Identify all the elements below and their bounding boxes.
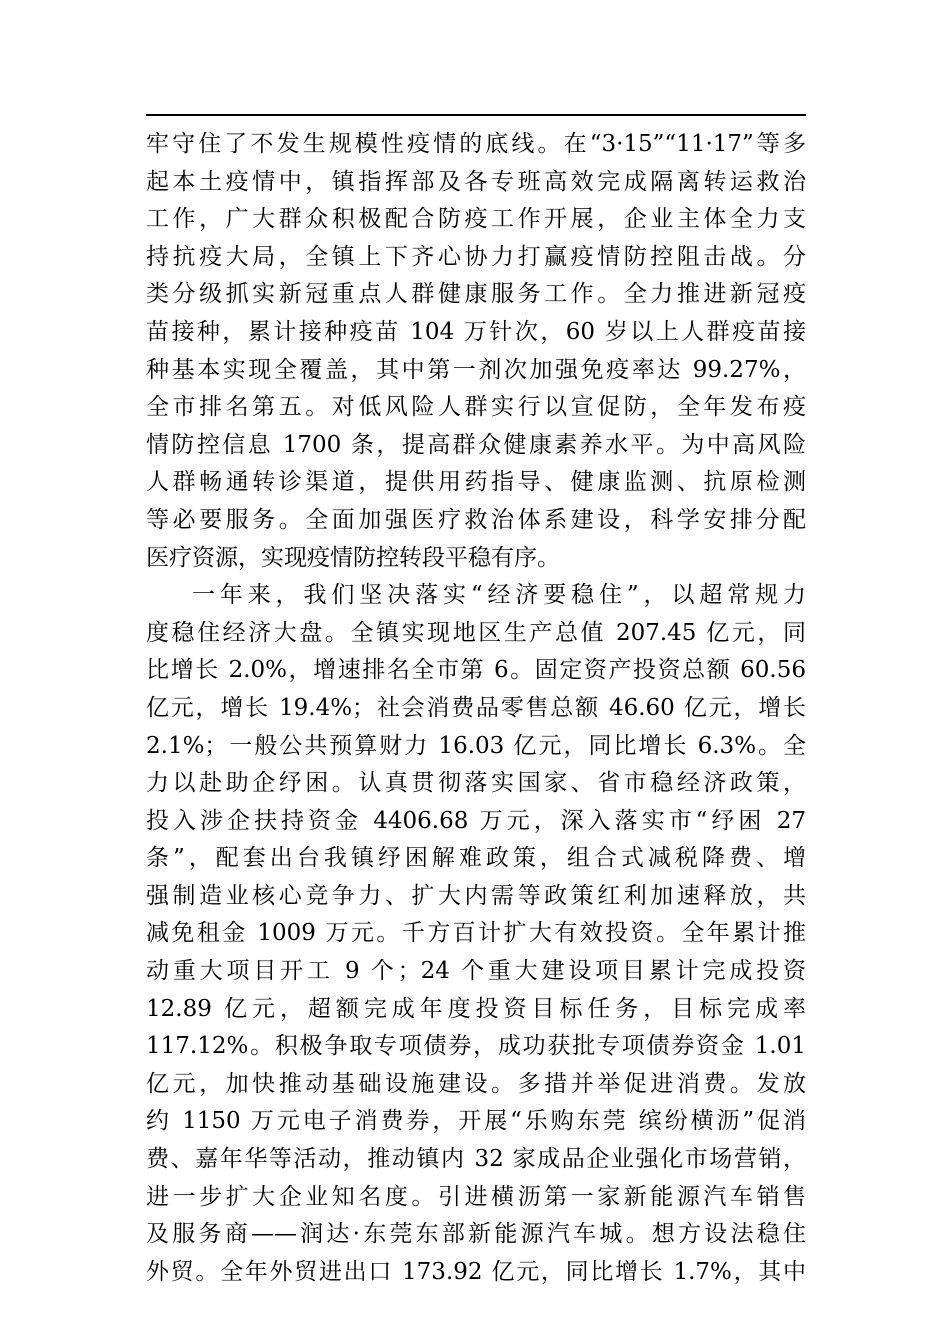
text-line: 强制造业核心竞争力、扩大内需等政策红利加速释放，共 <box>146 882 806 909</box>
text-line: 苗接种，累计接种疫苗 104 万针次，60 岁以上人群疫苗接 <box>146 318 806 345</box>
text-line: 等必要服务。全面加强医疗救治体系建设，科学安排分配 <box>146 506 806 533</box>
text-line: 牢守住了不发生规模性疫情的底线。在“3·15”“11·17”等多 <box>146 131 806 157</box>
text-line: 减免租金 1009 万元。千方百计扩大有效投资。全年累计推 <box>146 920 806 947</box>
text-line: 力以赴助企纾困。认真贯彻落实国家、省市稳经济政策， <box>146 770 806 797</box>
text-line: 外贸。全年外贸进出口 173.92 亿元，同比增长 1.7%，其中 <box>146 1258 806 1285</box>
text-line: 工作，广大群众积极配合防疫工作开展，企业主体全力支 <box>146 206 806 233</box>
text-line: 条”，配套出台我镇纾困解难政策，组合式减税降费、增 <box>146 845 806 872</box>
text-line: 持抗疫大局，全镇上下齐心协力打赢疫情防控阻击战。分 <box>146 243 806 270</box>
text-line: 进一步扩大企业知名度。引进横沥第一家新能源汽车销售 <box>146 1183 806 1210</box>
text-line: 约 1150 万元电子消费券，开展“乐购东莞 缤纷横沥”促消 <box>146 1108 806 1135</box>
text-line: 12.89 亿元，超额完成年度投资目标任务，目标完成率 <box>146 995 806 1022</box>
text-line: 全市排名第五。对低风险人群实行以宣促防，全年发布疫 <box>146 394 806 421</box>
text-line: 类分级抓实新冠重点人群健康服务工作。全力推进新冠疫 <box>146 281 806 308</box>
text-line: 动重大项目开工 9 个；24 个重大建设项目累计完成投资 <box>146 958 806 985</box>
paragraph-end-line: 医疗资源，实现疫情防控转段平稳有序。 <box>146 544 560 571</box>
body-text <box>146 126 806 1291</box>
text-line: 117.12%。积极争取专项债券，成功获批专项债券资金 1.01 <box>146 1033 806 1060</box>
text-line: 投入涉企扶持资金 4406.68 万元，深入落实市“纾困 27 <box>146 807 806 834</box>
text-line: 亿元，加快推动基础设施建设。多措并举促进消费。发放 <box>146 1070 806 1097</box>
text-line: 及服务商——润达·东莞东部新能源汽车城。想方设法稳住 <box>146 1221 806 1248</box>
text-line: 比增长 2.0%，增速排名全市第 6。固定资产投资总额 60.56 <box>146 657 806 684</box>
text-line: 费、嘉年华等活动，推动镇内 32 家成品企业强化市场营销， <box>146 1146 806 1173</box>
text-line: 起本土疫情中，镇指挥部及各专班高效完成隔离转运救治 <box>146 168 806 195</box>
text-line: 人群畅通转诊渠道，提供用药指导、健康监测、抗原检测 <box>146 469 806 496</box>
text-line: 亿元，增长 19.4%；社会消费品零售总额 46.60 亿元，增长 <box>146 694 806 721</box>
header-rule <box>146 114 806 116</box>
text-line: 度稳住经济大盘。全镇实现地区生产总值 207.45 亿元，同 <box>146 619 806 646</box>
text-line: 2.1%；一般公共预算财力 16.03 亿元，同比增长 6.3%。全 <box>146 732 806 759</box>
paragraph-start-line: 一年来，我们坚决落实“经济要稳住”，以超常规力 <box>192 582 806 609</box>
text-line: 种基本实现全覆盖，其中第一剂次加强免疫率达 99.27%， <box>146 356 806 383</box>
text-line: 情防控信息 1700 条，提高群众健康素养水平。为中高风险 <box>146 431 806 458</box>
